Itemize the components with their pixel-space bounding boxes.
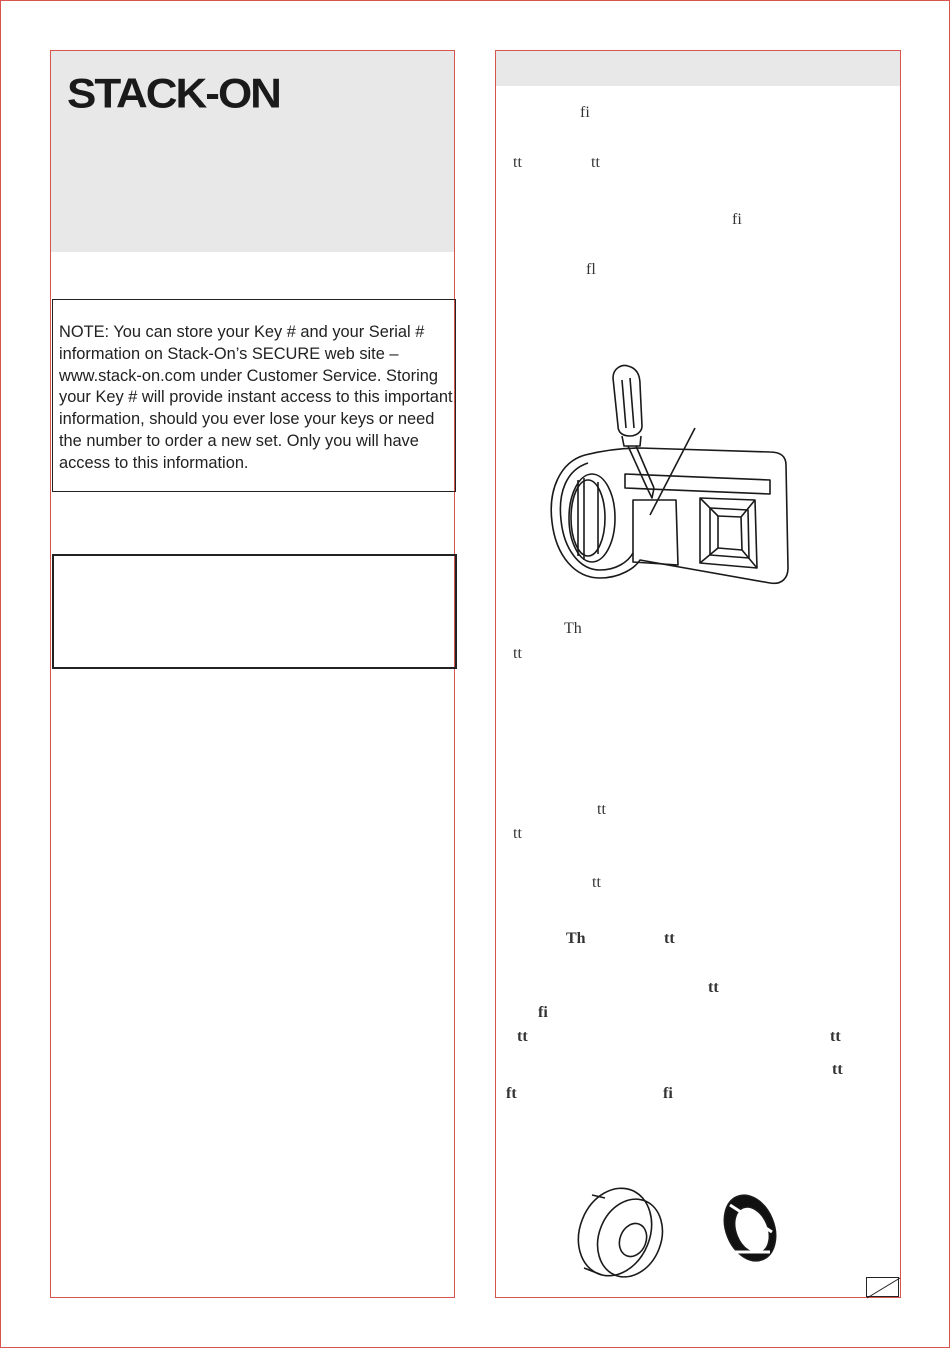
corner-mark xyxy=(866,1277,899,1297)
stack-on-logo: STACK-ON xyxy=(67,70,280,117)
ligature-glyph-bold: tt xyxy=(517,1028,528,1045)
empty-box xyxy=(52,554,457,669)
ligature-glyph-bold: ft xyxy=(506,1085,517,1102)
ligature-glyph-bold: tt xyxy=(664,930,675,947)
ligature-glyph-bold: tt xyxy=(708,979,719,996)
ligature-glyph: fi xyxy=(732,211,742,228)
ligature-glyph-bold: fi xyxy=(663,1085,673,1102)
ligature-glyph: tt xyxy=(592,874,601,891)
left-header-band xyxy=(51,51,454,252)
ligature-glyph: tt xyxy=(591,154,600,171)
right-header-band xyxy=(496,51,900,86)
ligature-glyph-bold: fi xyxy=(538,1004,548,1021)
ligature-glyph: fi xyxy=(580,104,590,121)
ligature-glyph: tt xyxy=(513,825,522,842)
ligature-glyph: fl xyxy=(586,261,596,278)
ligature-glyph-bold: Th xyxy=(566,930,586,947)
corner-mark-diagonal xyxy=(867,1278,900,1298)
note-text: NOTE: You can store your Key # and your Serial # information on Stack-On’s SECURE web site – www.stack-on.com under Customer Service. Storing your Key # will provide instant access to this important information, should you ever lose your keys or need the number to order a new set. Only you will have access to this information. xyxy=(59,323,453,472)
ligature-glyph: tt xyxy=(597,801,606,818)
left-column xyxy=(50,50,455,1298)
ligature-glyph-bold: tt xyxy=(832,1061,843,1078)
note-box xyxy=(52,299,456,492)
ligature-glyph: tt xyxy=(513,645,522,662)
ligature-glyph: tt xyxy=(513,154,522,171)
right-column xyxy=(495,50,901,1298)
ligature-glyph: Th xyxy=(564,620,582,637)
ligature-glyph-bold: tt xyxy=(830,1028,841,1045)
